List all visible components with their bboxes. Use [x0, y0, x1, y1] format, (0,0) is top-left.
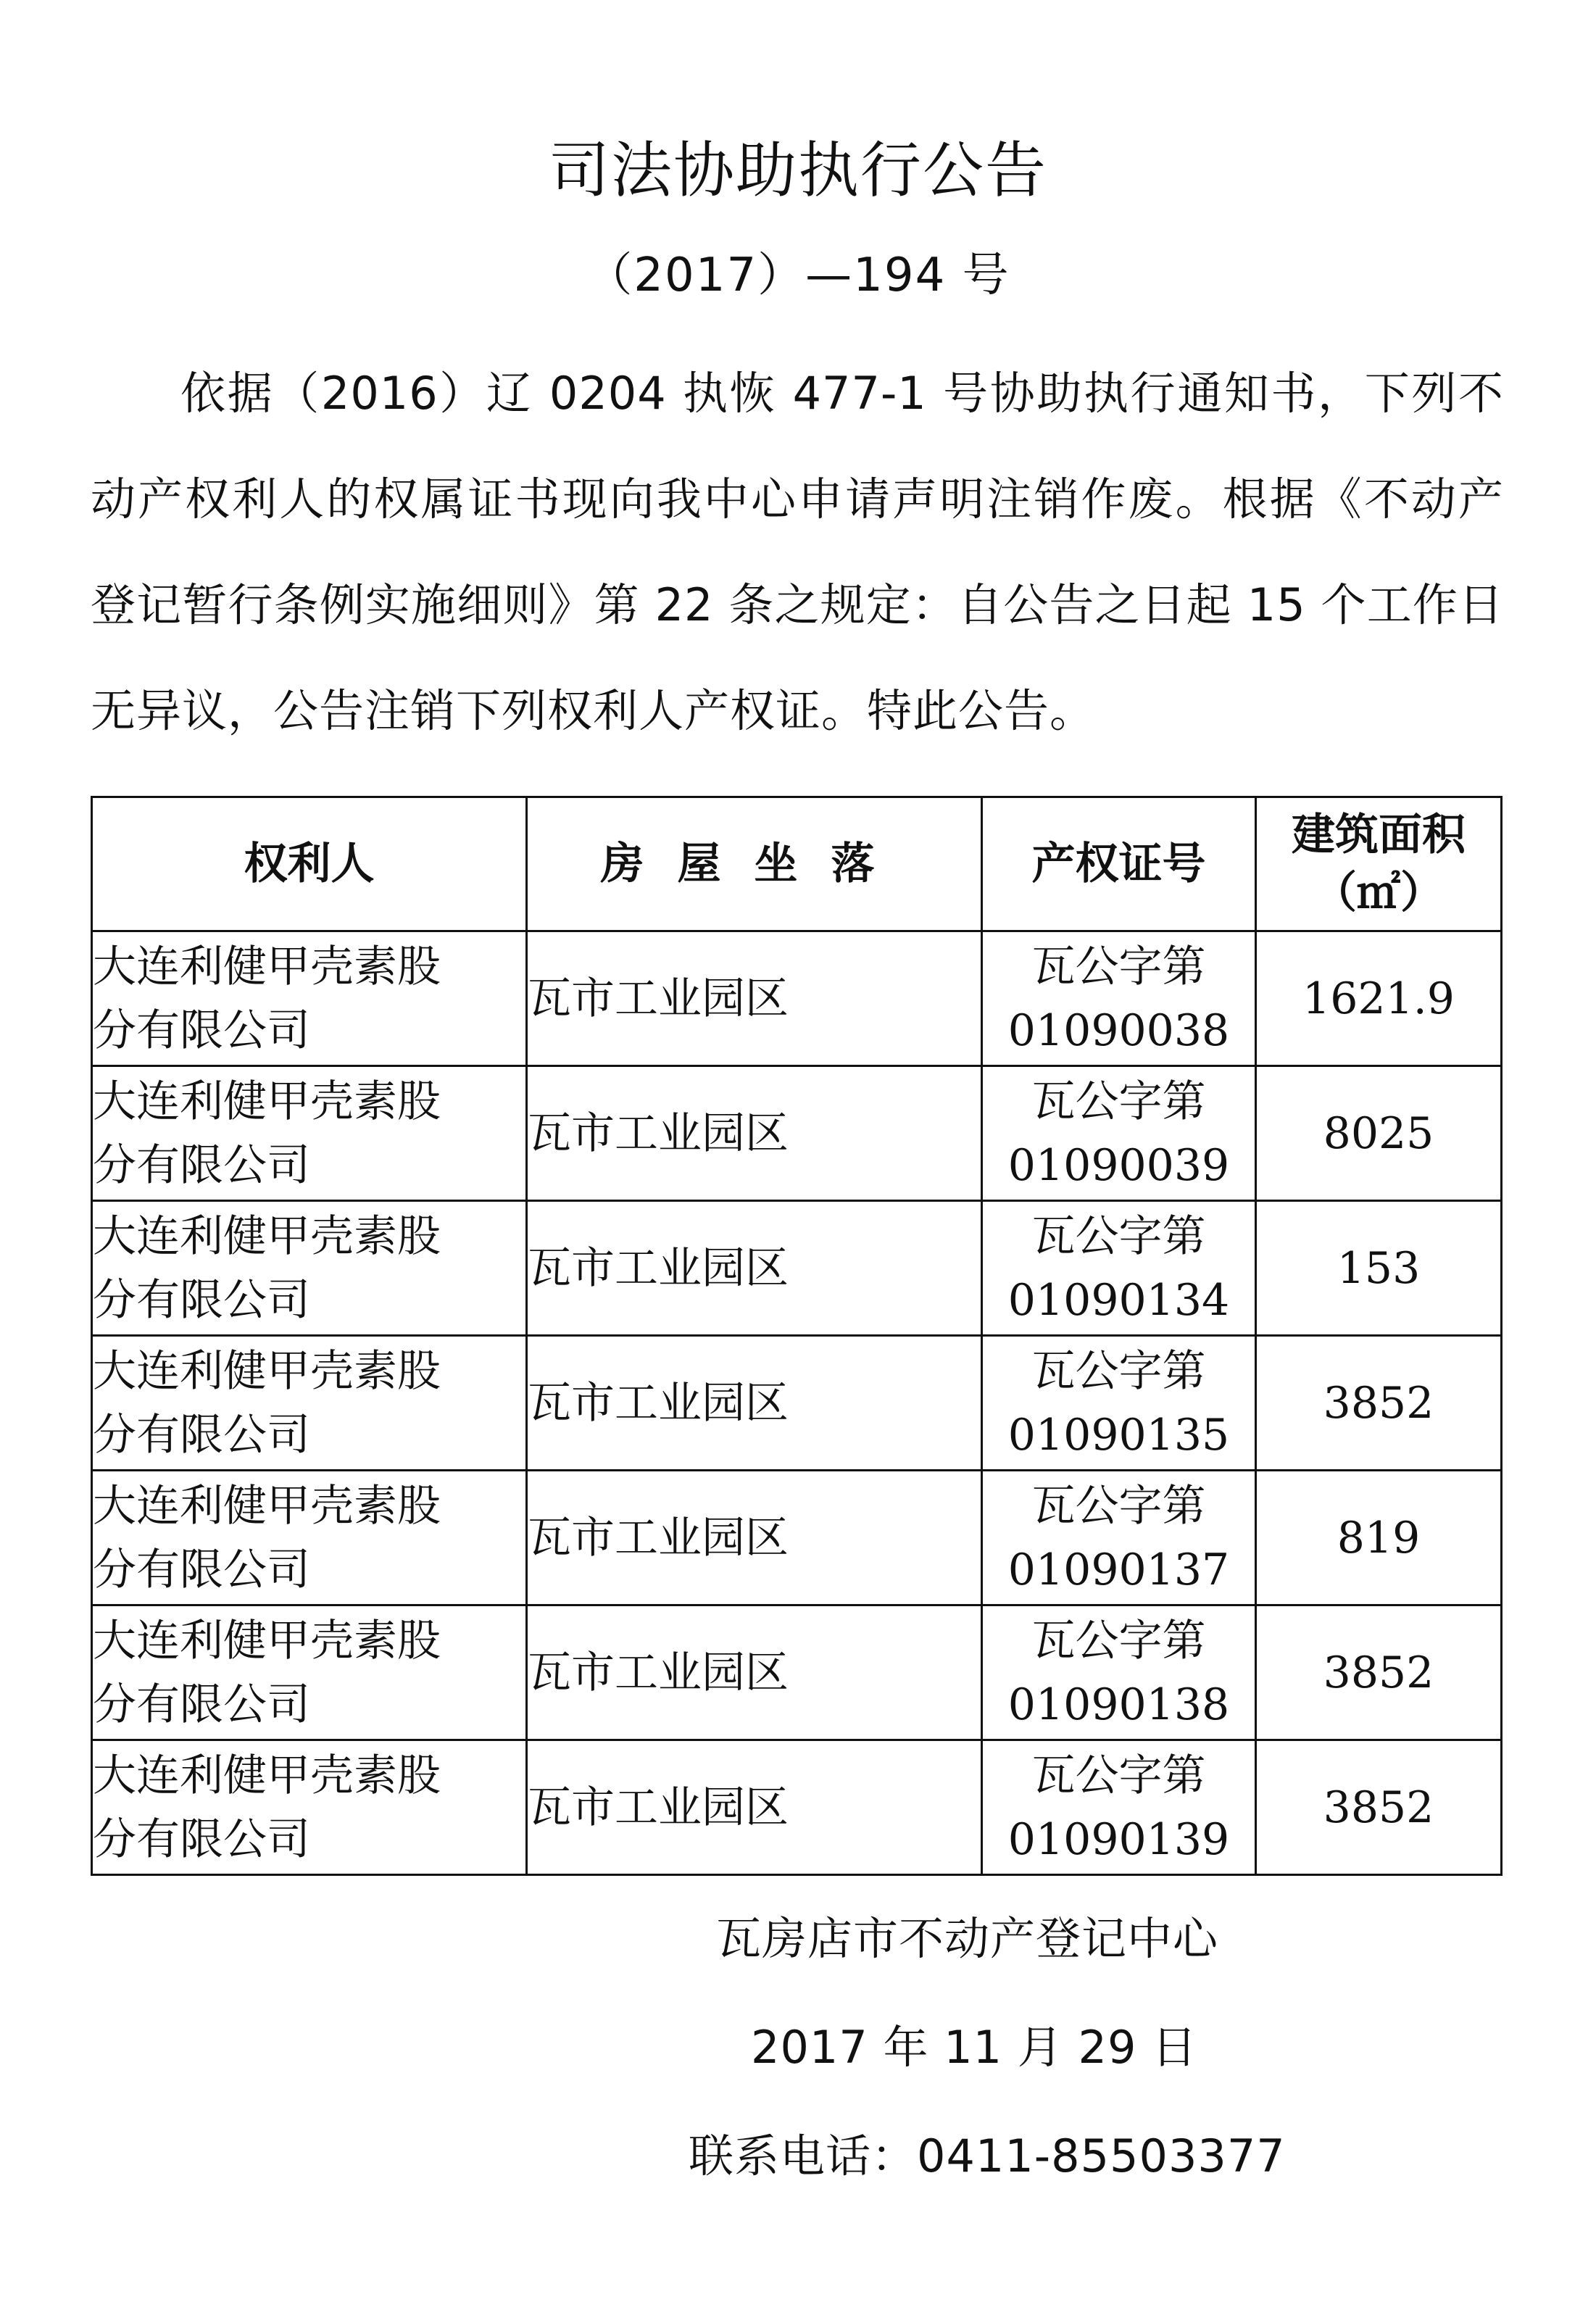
table-row — [92, 1336, 1502, 1471]
table-row — [92, 931, 1502, 1066]
certificate-number: 01090134 — [1007, 1274, 1230, 1326]
owner-line-2: 分有限公司 — [93, 1139, 310, 1191]
certificate-cell — [982, 1066, 1256, 1201]
owner-cell — [92, 1740, 527, 1875]
certificate-number: 01090135 — [1007, 1409, 1230, 1461]
table-row — [92, 1605, 1502, 1740]
certificate-prefix: 瓦公字第 — [1031, 1615, 1206, 1666]
location-cell: 瓦市工业园区 — [527, 931, 982, 1066]
table-row — [92, 1740, 1502, 1875]
area-cell: 3852 — [1256, 1605, 1502, 1740]
owner-line-1: 大连利健甲壳素股 — [93, 941, 441, 992]
location-cell: 瓦市工业园区 — [527, 1471, 982, 1605]
owner-cell — [92, 1066, 527, 1201]
owner-line-2: 分有限公司 — [93, 1813, 310, 1865]
owner-cell — [92, 1471, 527, 1605]
notice-title: 司法协助执行公告 — [548, 135, 1047, 206]
certificate-cell — [982, 1336, 1256, 1471]
certificate-prefix: 瓦公字第 — [1031, 1210, 1206, 1262]
certificate-cell — [982, 1605, 1256, 1740]
notice-number: （2017）—194 号 — [586, 249, 1010, 302]
certificate-number: 01090038 — [1007, 1005, 1230, 1056]
certificate-prefix: 瓦公字第 — [1031, 1076, 1206, 1127]
area-cell: 819 — [1256, 1471, 1502, 1605]
contact-phone: 联系电话：0411-85503377 — [689, 2130, 1286, 2182]
owner-cell — [92, 931, 527, 1066]
certificate-prefix: 瓦公字第 — [1031, 941, 1206, 992]
owner-line-1: 大连利健甲壳素股 — [93, 1480, 441, 1532]
area-cell: 3852 — [1256, 1740, 1502, 1875]
certificate-cell — [982, 931, 1256, 1066]
header-area-label: 建筑面积 — [1292, 810, 1466, 860]
owner-line-1: 大连利健甲壳素股 — [93, 1210, 441, 1262]
table-row — [92, 1201, 1502, 1336]
property-table — [91, 796, 1503, 1876]
location-cell: 瓦市工业园区 — [527, 1066, 982, 1201]
issue-date: 2017 年 11 月 29 日 — [751, 2021, 1198, 2074]
certificate-cell — [982, 1201, 1256, 1336]
owner-cell — [92, 1201, 527, 1336]
notice-body: 依据（2016）辽 0204 执恢 477-1 号协助执行通知书，下列不动产权利人的权属证书现向我中心申请声明注销作废。根据《不动产登记暂行条例实施细则》第 22 条之规定：自公告之日起 15 个工作日无异议，公告注销下列权利人产权证。特此公告。 — [91, 367, 1504, 737]
issuing-organization: 瓦房店市不动产登记中心 — [716, 1912, 1219, 1965]
header-area-unit: （㎡） — [1313, 868, 1444, 918]
certificate-cell — [982, 1471, 1256, 1605]
certificate-prefix: 瓦公字第 — [1031, 1345, 1206, 1397]
owner-line-2: 分有限公司 — [93, 1544, 310, 1595]
owner-line-1: 大连利健甲壳素股 — [93, 1615, 441, 1666]
area-cell: 1621.9 — [1256, 931, 1502, 1066]
table-body — [92, 931, 1502, 1875]
location-cell: 瓦市工业园区 — [527, 1201, 982, 1336]
area-cell: 8025 — [1256, 1066, 1502, 1201]
owner-line-1: 大连利健甲壳素股 — [93, 1750, 441, 1801]
location-cell: 瓦市工业园区 — [527, 1605, 982, 1740]
owner-cell — [92, 1336, 527, 1471]
certificate-prefix: 瓦公字第 — [1031, 1480, 1206, 1532]
certificate-number: 01090139 — [1007, 1813, 1230, 1865]
header-location-label: 房屋坐落 — [600, 839, 908, 889]
certificate-number: 01090137 — [1007, 1544, 1230, 1595]
location-cell: 瓦市工业园区 — [527, 1740, 982, 1875]
owner-line-2: 分有限公司 — [93, 1005, 310, 1056]
header-location — [527, 797, 982, 931]
table-row — [92, 1066, 1502, 1201]
owner-line-1: 大连利健甲壳素股 — [93, 1345, 441, 1397]
table-row — [92, 1471, 1502, 1605]
certificate-number: 01090138 — [1007, 1679, 1230, 1730]
header-owner: 权利人 — [92, 797, 527, 931]
owner-line-2: 分有限公司 — [93, 1409, 310, 1461]
certificate-number: 01090039 — [1007, 1139, 1230, 1191]
certificate-cell — [982, 1740, 1256, 1875]
area-cell: 153 — [1256, 1201, 1502, 1336]
location-cell: 瓦市工业园区 — [527, 1336, 982, 1471]
owner-line-2: 分有限公司 — [93, 1679, 310, 1730]
header-certificate: 产权证号 — [982, 797, 1256, 931]
owner-line-1: 大连利健甲壳素股 — [93, 1076, 441, 1127]
owner-line-2: 分有限公司 — [93, 1274, 310, 1326]
owner-cell — [92, 1605, 527, 1740]
certificate-prefix: 瓦公字第 — [1031, 1750, 1206, 1801]
header-area — [1256, 797, 1502, 931]
area-cell: 3852 — [1256, 1336, 1502, 1471]
table-header-row — [92, 797, 1502, 931]
